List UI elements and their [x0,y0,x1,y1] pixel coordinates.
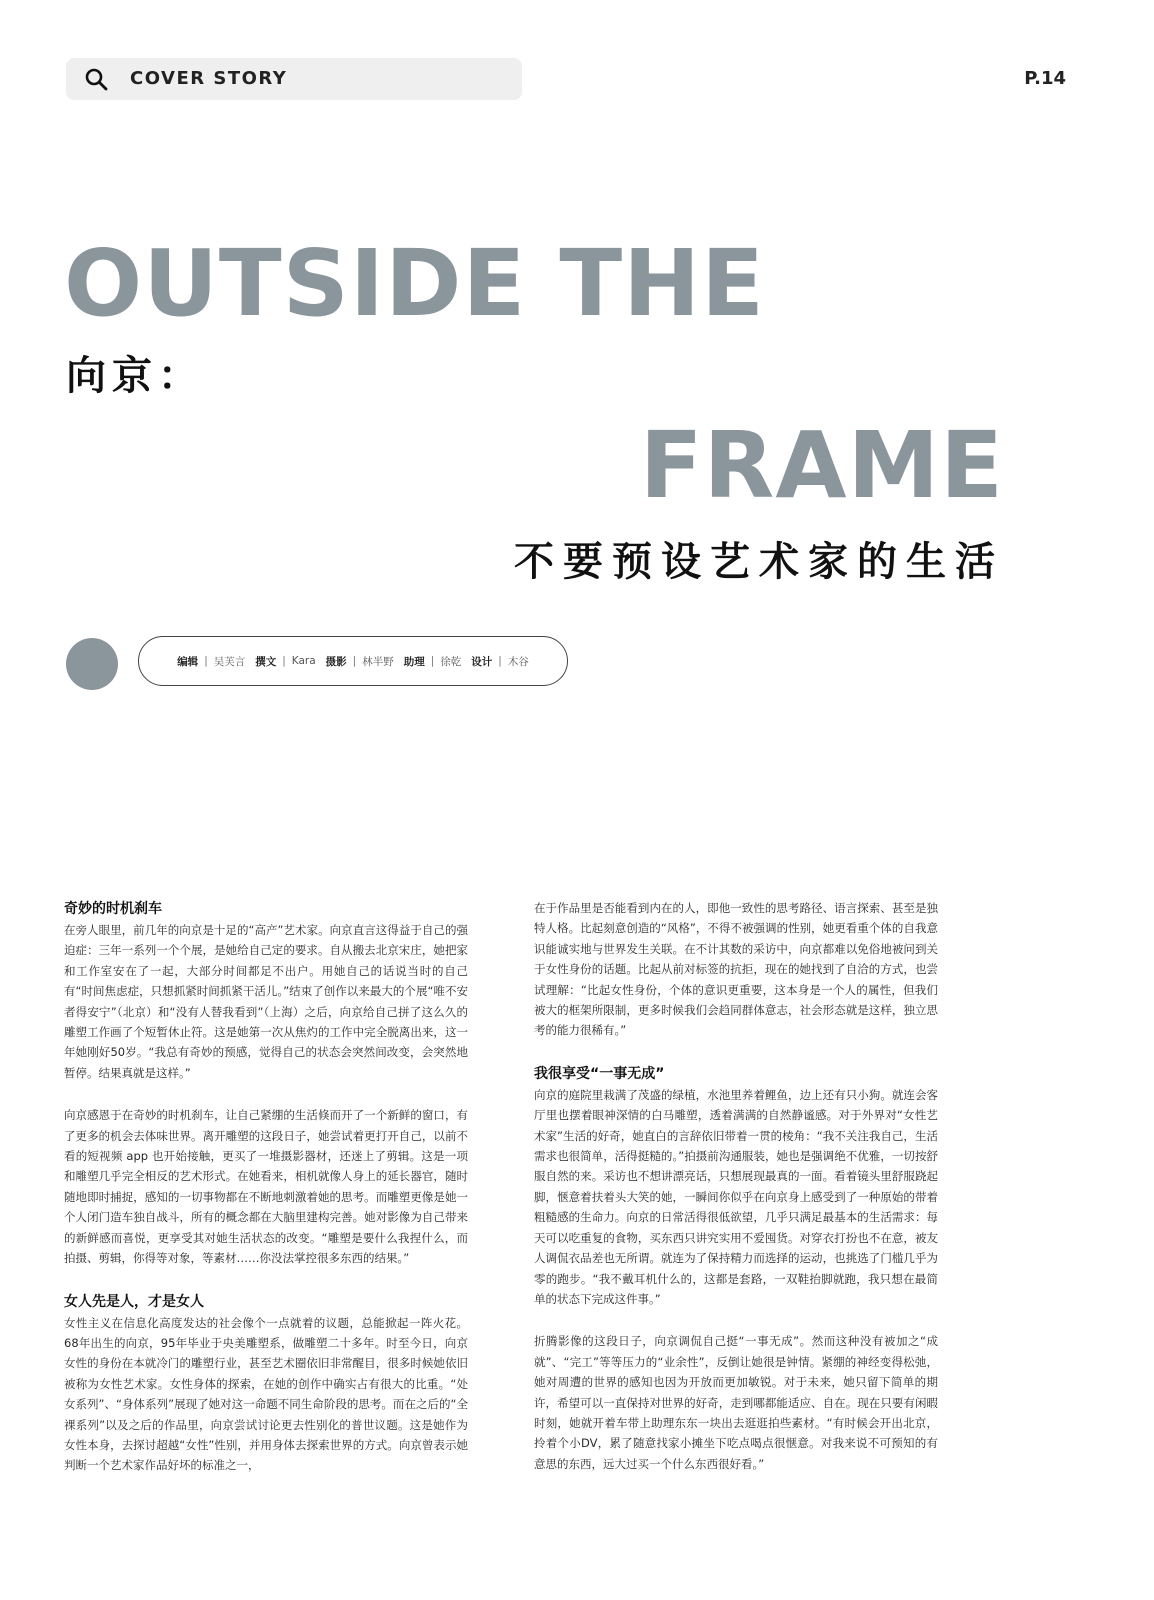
credit-name: 徐乾 [440,655,462,668]
artist-name: 向京： [66,353,204,399]
credit-role: 设计 [471,655,493,668]
article-subtitle: 不要预设艺术家的生活 [514,539,1004,585]
title-line-1: OUTSIDE THE [64,230,765,337]
credit-role: 助理 [403,655,425,668]
credit-name: 吴芙言 [213,655,246,668]
credit-separator: | [282,655,286,667]
section-heading: 女人先是人，才是女人 [64,1293,204,1310]
credit-separator: | [498,655,502,667]
credit-role: 摄影 [325,655,347,668]
section-heading: 我很享受“一事无成” [534,1065,665,1082]
article-column-right [534,898,938,1496]
body-paragraph: 在旁人眼里，前几年的向京是十足的“高产”艺术家。向京直言这得益于自己的强迫症：三年一系列一个个展，是她给自己定的要求。自从搬去北京宋庄，她把家和工作室安在了一起，大部分时间都足不出户。用她自己的话说当时的自己有“时间焦虑症，只想抓紧时间抓紧干活儿。”结束了创作以来最大的个展“唯不安者得安宁”（北京）和“没有人替我看到”（上海）之后，向京给自己拼了这么久的雕塑工作画了个短暂休止符。这是她第一次从焦灼的工作中完全脱离出来，这一年她刚好50岁。“我总有奇妙的预感，觉得自己的状态会突然间改变，会突然地暂停。结果真就是这样。” [64,923,468,1080]
body-paragraph: 女性主义在信息化高度发达的社会像个一点就着的议题，总能掀起一阵火花。68年出生的向京，95年毕业于央美雕塑系，做雕塑二十多年。时至今日，向京女性的身份在本就冷门的雕塑行业，甚至艺术圈依旧非常醒目，很多时候她依旧被称为女性艺术家。女性身体的探索，在她的创作中确实占有很大的比重。“处女系列”、“身体系列”展现了她对这一命题不同生命阶段的思考。而在之后的“全裸系列”以及之后的作品里，向京尝试讨论更去性别化的普世议题。这是她作为女性本身，去探讨超越“女性”性别，并用身体去探索世界的方式。向京曾表示她判断一个艺术家作品好坏的标准之一， [64,1315,468,1473]
body-paragraph: 向京感恩于在奇妙的时机刹车，让自己紧绷的生活倏而开了一个新鲜的窗口，有了更多的机会去体味世界。离开雕塑的这段日子，她尝试着更打开自己，以前不看的短视频 app 也开始接触，更买了一堆摄影器材，还迷上了剪辑。这是一项和雕塑几乎完全相反的艺术形式。在她看来，相机就像人身上的延长器官，随时随地即时捕捉，感知的一切事物都在不断地刺激着她的思考。而雕塑更像是她一个人闭门造车独自战斗，所有的概念都在大脑里建构完善。她对影像为自己带来的新鲜感而喜悦，更享受其对她生活状态的改变。“雕塑是要什么我捏什么，而拍摄、剪辑，你得等对象，等素材……你没法掌控很多东西的结果。” [64,1108,468,1266]
credit-separator: | [204,655,208,667]
section-header [66,58,522,100]
body-paragraph: 在于作品里是否能看到内在的人，即他一致性的思考路径、语言探索、甚至是独特人格。比起刻意创造的“风格”，不得不被强调的性别，她更看重个体的自我意识能诚实地与世界发生关联。在不计其数的采访中，向京都难以免俗地被问到关于女性身份的话题。比起从前对标签的抗拒，现在的她找到了自洽的方式，也尝试理解：“比起女性身份，个体的意识更重要，这本身是一个人的属性，但我们被大的框架所限制，更多时候我们会趋同群体意志，社会形态就是这样，独立思考的能力很稀有。” [534,901,938,1038]
credits-dot [66,638,118,690]
credit-name: 林半野 [362,655,394,668]
body-paragraph: 向京的庭院里栽满了茂盛的绿植，水池里养着鲤鱼，边上还有只小狗。就连会客厅里也摆着眼神深情的白马雕塑，透着满满的自然静谧感。对于外界对“女性艺术家”生活的好奇，她直白的言辞依旧带着一贯的棱角：“我不关注我自己，生活需求也很简单，活得挺糙的。”拍摄前沟通服装，她也是强调绝不优雅，一切按舒服自然的来。采访也不想讲漂亮话，只想展现最真的一面。看着镜头里舒服跷起脚，惬意着扶着头大笑的她，一瞬间你似乎在向京身上感受到了一种原始的带着粗糙感的生命力。向京的日常活得很低欲望，几乎只满足最基本的生活需求：每天可以吃重复的食物，买东西只讲究实用不爱囤货。对穿衣打扮也不在意，被友人调侃衣品差也无所谓。就连为了保持精力而选择的运动，也挑选了门槛几乎为零的跑步。“我不戴耳机什么的，这都是套路，一双鞋抬脚就跑，我只想在最简单的状态下完成这件事。” [534,1087,938,1306]
article-column-left [64,898,468,1498]
credit-separator: | [430,655,435,667]
title-line-2: FRAME [639,412,1004,519]
search-icon[interactable] [84,67,108,91]
credit-name: Kara [291,655,316,667]
body-paragraph: 折腾影像的这段日子，向京调侃自己挺“一事无成”。然而这种没有被加之“成就”、“完工”等等压力的“业余性”，反倒让她很是钟情。紧绷的神经变得松弛，她对周遭的世界的感知也因为开放而更加敏锐。对于未来，她只留下简单的期许，希望可以一直保持对世界的好奇，走到哪都能适应、自在。现在只要有闲暇时刻，她就开着车带上助理东东一块出去逛逛拍些素材。“有时候会开出北京，拎着个小DV，累了随意找家小摊坐下吃点喝点很惬意。对我来说不可预知的有意思的东西，远大过买一个什么东西很好看。” [534,1334,938,1471]
credits-bar [138,636,568,686]
page-number: P.14 [1024,68,1066,89]
credit-role: 编辑 [177,655,199,668]
credit-name: 木谷 [507,655,529,668]
credit-role: 撰文 [255,655,277,668]
section-heading: 奇妙的时机刹车 [64,901,162,917]
credit-separator: | [352,655,357,667]
section-label: COVER STORY [130,68,288,89]
